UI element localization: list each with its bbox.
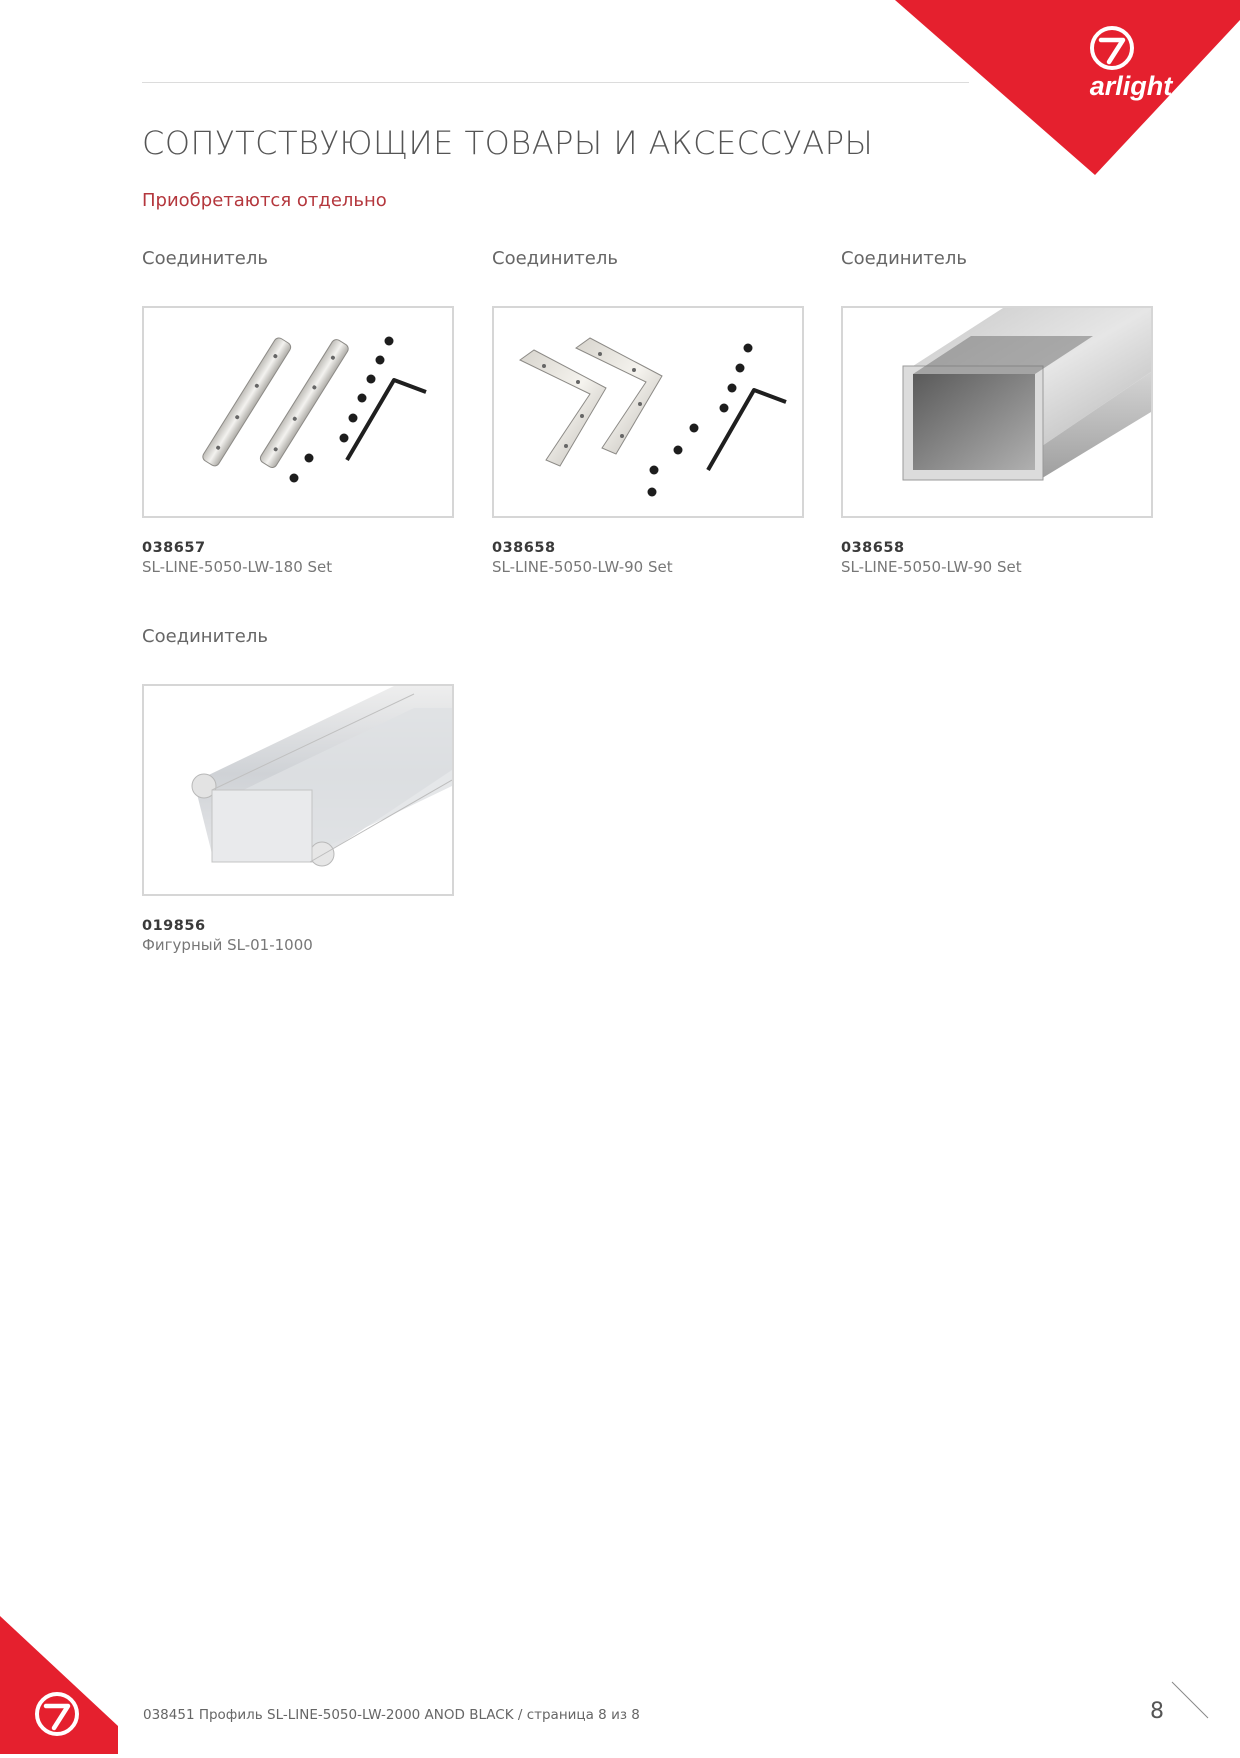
product-card[interactable] xyxy=(142,246,454,576)
brand-corner-bottom xyxy=(0,1616,118,1754)
page-corner-slash-icon xyxy=(1170,1680,1210,1720)
product-image-frame xyxy=(841,306,1153,518)
product-label: Соединитель xyxy=(142,626,268,647)
footer-document-info: 038451 Профиль SL-LINE-5050-LW-2000 ANOD BLACK / страница 8 из 8 xyxy=(143,1707,640,1723)
page-title: СОПУТСТВУЮЩИЕ ТОВАРЫ И АКСЕССУАРЫ xyxy=(142,124,874,162)
product-name: SL-LINE-5050-LW-90 Set xyxy=(492,558,673,576)
product-card[interactable] xyxy=(142,624,454,954)
product-name: SL-LINE-5050-LW-180 Set xyxy=(142,558,333,576)
product-name: Фигурный SL-01-1000 xyxy=(142,936,313,954)
corner-connector-set-image xyxy=(494,308,802,516)
product-code: 019856 xyxy=(142,918,206,934)
product-card[interactable] xyxy=(841,246,1153,576)
product-label: Соединитель xyxy=(841,248,967,269)
product-code: 038658 xyxy=(841,540,905,556)
product-image-frame xyxy=(142,306,454,518)
product-image-frame xyxy=(492,306,804,518)
page-number: 8 xyxy=(1150,1699,1164,1724)
product-image-frame xyxy=(142,684,454,896)
arlight-logo-text: arlight xyxy=(1089,71,1173,101)
product-code: 038658 xyxy=(492,540,556,556)
product-name: SL-LINE-5050-LW-90 Set xyxy=(841,558,1022,576)
header-divider xyxy=(142,82,969,83)
page-subtitle: Приобретаются отдельно xyxy=(142,190,387,211)
brand-corner xyxy=(895,0,1240,175)
straight-connector-set-image xyxy=(144,308,452,516)
product-label: Соединитель xyxy=(492,248,618,269)
product-label: Соединитель xyxy=(142,248,268,269)
aluminum-profile-image xyxy=(144,686,452,894)
product-code: 038657 xyxy=(142,540,206,556)
rectangular-tube-image xyxy=(843,308,1151,516)
product-card[interactable] xyxy=(492,246,804,576)
